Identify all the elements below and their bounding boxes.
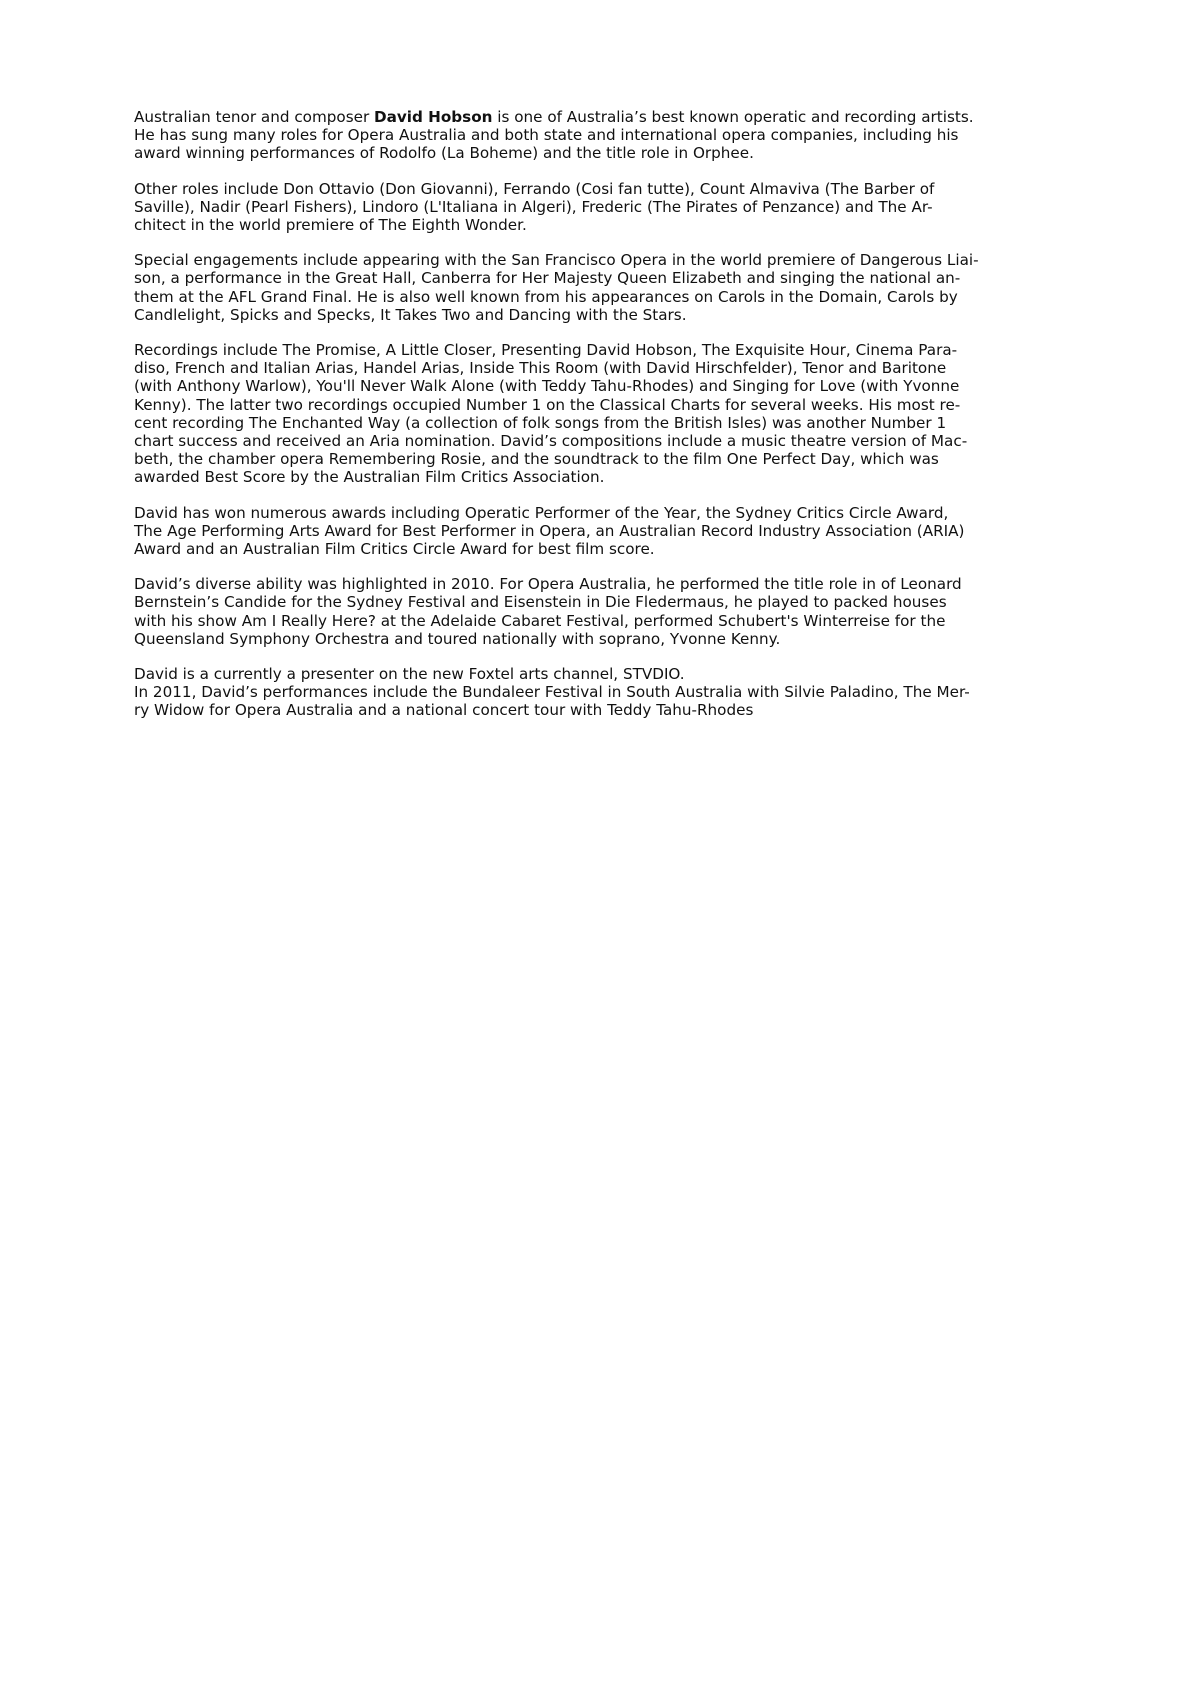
text-line: beth, the chamber opera Remembering Rosie, and the soundtrack to the film One Perfect Day, which was <box>134 450 939 469</box>
biography-text <box>134 108 1074 720</box>
paragraph-engagements <box>134 251 1074 324</box>
text-line: them at the AFL Grand Final. He is also well known from his appearances on Carols in the Domain, Carols by <box>134 287 958 306</box>
paragraph-presenter <box>134 665 1074 683</box>
text-line: cent recording The Enchanted Way (a collection of folk songs from the British Isles) was another Number 1 <box>134 413 947 432</box>
text-line: Award and an Australian Film Critics Circle Award for best film score. <box>134 540 655 559</box>
text-line: Queensland Symphony Orchestra and toured nationally with soprano, Yvonne Kenny. <box>134 629 781 648</box>
text-line: David’s diverse ability was highlighted in 2010. For Opera Australia, he performed the title role in of Leonard <box>134 575 962 594</box>
text-line: He has sung many roles for Opera Australia and both state and international opera companies, including his <box>134 126 959 145</box>
paragraph-intro <box>134 108 1074 163</box>
artist-name: David Hobson <box>374 108 493 126</box>
text-line: Bernstein’s Candide for the Sydney Festival and Eisenstein in Die Fledermaus, he played to packed houses <box>134 593 947 612</box>
text-line: Candlelight, Spicks and Specks, It Takes Two and Dancing with the Stars. <box>134 305 687 324</box>
text-line: David is a currently a presenter on the new Foxtel arts channel, STVDIO. <box>134 665 685 684</box>
text-line: Saville), Nadir (Pearl Fishers), Lindoro (L'Italiana in Algeri), Frederic (The Pirates of Penzance) and The Ar- <box>134 197 933 216</box>
text-line: son, a performance in the Great Hall, Canberra for Her Majesty Queen Elizabeth and singing the national an- <box>134 269 961 288</box>
text-run: is one of Australia’s best known operatic and recording artists. <box>492 108 974 126</box>
text-line: Kenny). The latter two recordings occupied Number 1 on the Classical Charts for several weeks. His most re- <box>134 395 961 414</box>
text-line: Recordings include The Promise, A Little Closer, Presenting David Hobson, The Exquisite Hour, Cinema Para- <box>134 341 958 360</box>
text-line: The Age Performing Arts Award for Best Performer in Opera, an Australian Record Industry Association (ARIA) <box>134 521 965 540</box>
text-line: chart success and received an Aria nomination. David’s compositions include a music theatre version of Mac- <box>134 432 968 451</box>
paragraph-recordings <box>134 341 1074 487</box>
text-line: Other roles include Don Ottavio (Don Giovanni), Ferrando (Cosi fan tutte), Count Almaviva (The Barber of <box>134 179 935 198</box>
text-line: awarded Best Score by the Australian Film Critics Association. <box>134 468 605 487</box>
paragraph-2011-performances <box>134 683 1074 719</box>
paragraph-roles <box>134 180 1074 235</box>
text-line: Special engagements include appearing with the San Francisco Opera in the world premiere of Dangerous Liai- <box>134 251 979 270</box>
text-line: with his show Am I Really Here? at the Adelaide Cabaret Festival, performed Schubert's Winterreise for the <box>134 611 946 630</box>
text-line: chitect in the world premiere of The Eighth Wonder. <box>134 216 527 235</box>
text-line <box>134 108 1074 126</box>
text-line: David has won numerous awards including Operatic Performer of the Year, the Sydney Critics Circle Award, <box>134 503 949 522</box>
text-line: (with Anthony Warlow), You'll Never Walk Alone (with Teddy Tahu-Rhodes) and Singing for Love (with Yvonne <box>134 377 960 396</box>
paragraph-2010-highlights <box>134 575 1074 648</box>
text-line: award winning performances of Rodolfo (La Boheme) and the title role in Orphee. <box>134 144 754 163</box>
text-line: diso, French and Italian Arias, Handel Arias, Inside This Room (with David Hirschfelder), Tenor and Baritone <box>134 359 947 378</box>
paragraph-awards <box>134 504 1074 559</box>
text-line: ry Widow for Opera Australia and a national concert tour with Teddy Tahu-Rhodes <box>134 701 754 720</box>
text-line: In 2011, David’s performances include the Bundaleer Festival in South Australia with Silvie Paladino, The Mer- <box>134 683 970 702</box>
text-run: Australian tenor and composer <box>134 108 375 126</box>
